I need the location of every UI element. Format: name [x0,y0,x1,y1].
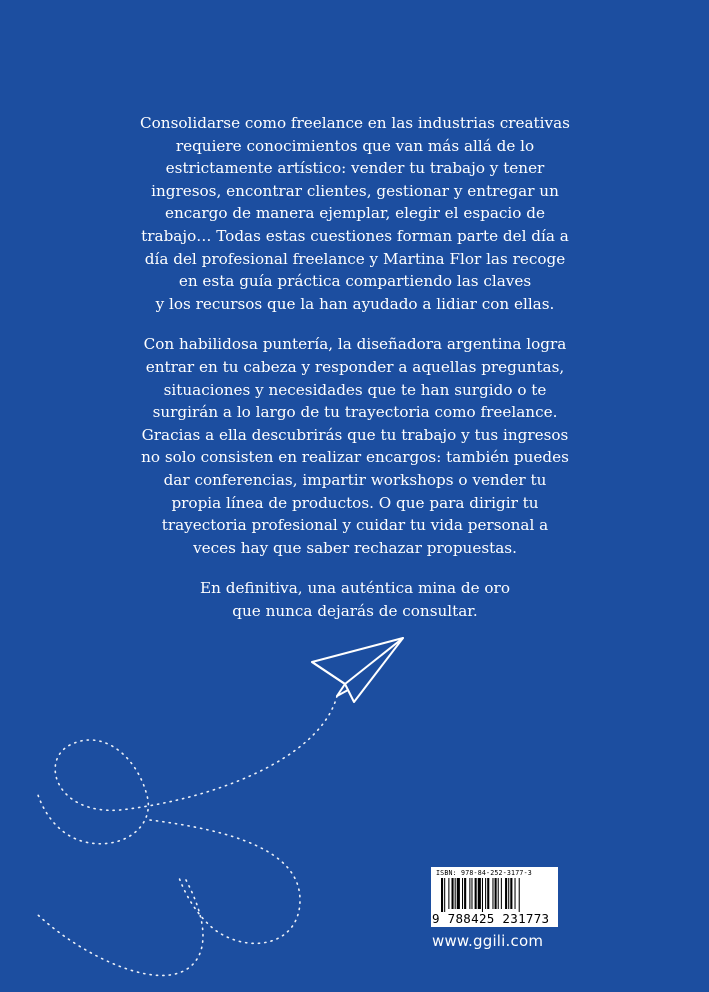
blurb-line: estrictamente artístico: vender tu trabajo y tener [165,159,545,178]
isbn-label: ISBN: 978-84-252-3177-3 [436,869,532,877]
blurb-text [110,112,600,640]
barcode-bar [475,878,477,909]
blurb-paragraph-3 [110,577,600,622]
barcode-bar [471,878,472,909]
blurb-line: veces hay que saber rechazar propuestas. [193,538,517,557]
blurb-line: En definitiva, una auténtica mina de oro [200,579,510,598]
barcode-bar [519,878,520,912]
ean-digits: 9 788425 231773 [432,911,550,926]
blurb-line: Gracias a ella descubrirás que tu trabajo y tus ingresos [141,425,569,444]
barcode-bar [462,878,463,909]
barcode-bar [478,878,481,909]
blurb-line: Con habilidosa puntería, la diseñadora argentina logra [143,335,567,354]
barcode-bar [464,878,466,909]
blurb-line: entrar en tu cabeza y responder a aquellas preguntas, [145,357,565,376]
blurb-line: y los recursos que la han ayudado a lidiar con ellas. [155,294,555,313]
publisher-website: www.ggili.com [432,932,544,950]
blurb-line: encargo de manera ejemplar, elegir el espacio de [165,204,545,223]
barcode-bar [498,878,499,909]
barcode-bar [448,878,449,909]
blurb-line: trayectoria profesional y cuidar tu vida personal a [161,516,549,535]
paper-plane-icon [312,638,403,702]
dotted-trail [38,696,337,975]
blurb-line: trabajo… Todas estas cuestiones forman parte del día a [141,226,569,245]
barcode-bar [455,878,456,909]
barcode-bar [492,878,493,909]
barcode-bar [515,878,516,909]
barcode-bar [505,878,507,909]
blurb-line: día del profesional freelance y Martina Flor las recoge [144,249,566,268]
barcode-bar [441,878,443,912]
blurb-line: propia línea de productos. O que para dirigir tu [171,493,539,512]
barcode-bars [441,878,551,912]
blurb-line: situaciones y necesidades que te han surgido o te [163,380,547,399]
barcode-bar [501,878,502,909]
blurb-line: en esta guía práctica compartiendo las claves [178,272,532,291]
barcode-bar [485,878,486,909]
blurb-line: no solo consisten en realizar encargos: también puedes [141,448,569,467]
barcode-bar [482,878,483,912]
barcode-bar [469,878,470,909]
barcode-bar [457,878,460,909]
barcode-bar [495,878,497,909]
blurb-paragraph-2 [110,333,600,559]
barcode-bar [487,878,489,909]
blurb-line: ingresos, encontrar clientes, gestionar y entregar un [151,181,559,200]
blurb-line: que nunca dejarás de consultar. [232,601,478,620]
blurb-line: dar conferencias, impartir workshops o vender tu [163,470,547,489]
barcode-bar [510,878,512,909]
isbn-barcode [431,867,558,927]
paper-plane-illustration [0,620,709,992]
blurb-paragraph-1 [110,112,600,315]
blurb-line: surgirán a lo largo de tu trayectoria como freelance. [152,403,558,422]
blurb-line: Consolidarse como freelance en las industrias creativas [140,114,570,132]
barcode-bar [508,878,509,909]
barcode-bar [452,878,454,909]
blurb-line: requiere conocimientos que van más allá de lo [175,136,535,155]
barcode-bar [444,878,445,912]
